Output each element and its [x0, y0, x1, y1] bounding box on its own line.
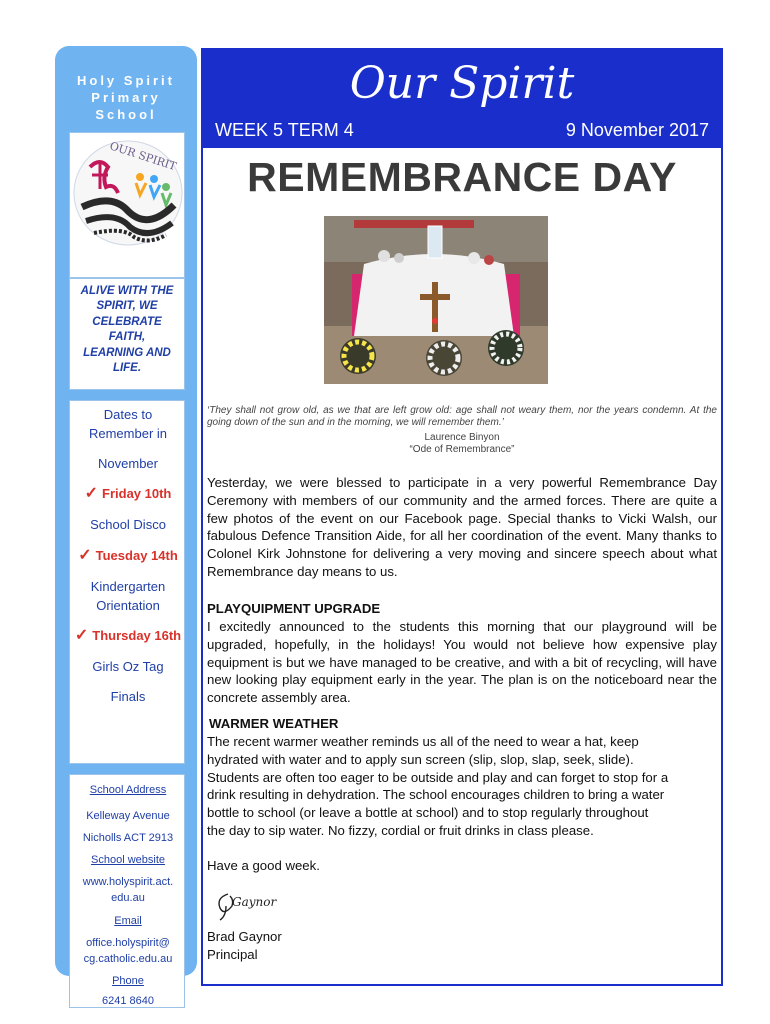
phone-number: 6241 8640 — [102, 995, 154, 1007]
paragraph-playquipment: I excitedly announced to the students this morning that our playground will be upgraded, hopefully, in the holidays! You would not believe how expensive play equipment is but we have managed to be creative, and with a bit of recycling, will have new looking play equipment early in the year. The plan is on the noticeboard near the concrete assembly area. — [207, 619, 717, 706]
motto-line: LIFE. — [112, 362, 142, 375]
school-name-line-1: Holy Spirit — [76, 73, 175, 88]
paragraph-line: the day to sip water. No fizzy, cordial or fruit drinks in class please. — [207, 822, 594, 838]
website-link[interactable]: edu.au — [111, 892, 145, 904]
event-description: Girls Oz Tag — [92, 659, 164, 674]
poem-quote: ‘They shall not grow old, as we that are left grow old: age shall not weary them, nor the years condemn. At the going down of the sun and in the morning, we will remember them.’ — [207, 405, 717, 428]
signature-text: Gaynor — [232, 895, 277, 909]
paragraph-line: drink resulting in dehydration. The school encourages children to bring a water — [207, 787, 665, 803]
paragraph-line: The recent warmer weather reminds us all of the need to wear a hat, keep — [207, 734, 639, 749]
motto-line: ALIVE WITH THE — [80, 285, 174, 297]
school-logo-graphic — [70, 133, 186, 279]
school-name — [55, 72, 197, 123]
contact-details — [69, 774, 185, 1008]
logo-text: OUR SPIRIT — [108, 139, 179, 174]
address-label: School Address — [89, 784, 167, 796]
paragraph-remembrance: Yesterday, we were blessed to participate in a very powerful Remembrance Day Ceremony with members of our community and the armed forces. There are quite a few photos of the event on our Facebook page. Special thanks to Vicki Walsh, our fabulous Defence Transition Aide, for all her coordination of the event. Many thanks to Colonel Kirk Johnstone for delivering a very moving and sincere speech about what Remembrance day means to us. — [207, 475, 717, 579]
paragraph-line: Students are often too eager to be outside and play and can forget to stop for a — [207, 769, 669, 785]
motto-line: FAITH, — [108, 331, 146, 344]
school-name-line-2: Primary — [91, 90, 161, 105]
event-date — [70, 484, 186, 503]
principal-name: Brad Gaynor — [207, 929, 282, 944]
event-description: Kindergarten — [90, 579, 166, 594]
paragraph-warmer-weather — [207, 733, 717, 840]
newsletter-week: WEEK 5 TERM 4 — [215, 120, 354, 140]
website-link[interactable]: www.holyspirit.act. — [82, 876, 174, 888]
motto-line: CELEBRATE — [92, 315, 162, 328]
check-icon: ✓ — [74, 627, 89, 644]
phone-label: Phone — [112, 975, 144, 987]
event-date — [70, 546, 186, 565]
poem-title: “Ode of Remembrance” — [409, 444, 515, 455]
email-link[interactable]: cg.catholic.edu.au — [83, 953, 173, 965]
dates-month: November — [98, 456, 158, 471]
newsletter-date: 9 November 2017 — [565, 120, 709, 140]
event-date — [70, 626, 186, 645]
dates-title-line-2: Remember in — [88, 426, 168, 441]
check-icon: ✓ — [84, 485, 99, 502]
school-logo — [69, 132, 185, 278]
email-label: Email — [114, 915, 142, 927]
school-motto — [69, 278, 185, 390]
website-label: School website — [91, 854, 165, 866]
address-line: Kelleway Avenue — [86, 810, 170, 822]
remembrance-photo — [324, 216, 548, 384]
paragraph-line: bottle to school (or leave a bottle at school) and to stop regularly throughout — [207, 805, 649, 821]
poem-author: Laurence Binyon — [424, 432, 500, 443]
sidebar — [55, 46, 197, 1007]
remembrance-photo-image — [324, 216, 548, 384]
motto-line: LEARNING AND — [83, 346, 171, 359]
event-day: Thursday 16th — [92, 628, 182, 643]
principal-title: Principal — [207, 947, 258, 962]
school-name-line-3: School — [95, 107, 157, 122]
event-description: Orientation — [96, 598, 160, 613]
newsletter-title: Our Spirit — [349, 58, 575, 109]
event-day: Tuesday 14th — [95, 548, 178, 563]
paragraph-line: hydrated with water and to apply sun screen (slip, slop, slap, seek, slide). — [207, 751, 634, 767]
event-description: Finals — [110, 689, 146, 704]
dates-title-line-1: Dates to — [103, 407, 153, 422]
article-headline: REMEMBRANCE DAY — [247, 154, 677, 200]
masthead — [201, 48, 723, 148]
email-link[interactable]: office.holyspirit@ — [86, 937, 170, 949]
motto-line: SPIRIT, WE — [96, 300, 158, 313]
event-day: Friday 10th — [102, 486, 172, 501]
dates-to-remember — [69, 400, 185, 764]
heading-playquipment: PLAYQUIPMENT UPGRADE — [207, 601, 381, 616]
address-line: Nicholls ACT 2913 — [82, 832, 174, 844]
heading-warmer-weather: WARMER WEATHER — [209, 716, 339, 731]
check-icon: ✓ — [78, 547, 92, 564]
principal-signature — [214, 888, 278, 922]
closing-line: Have a good week. — [207, 858, 320, 873]
event-description: School Disco — [90, 517, 166, 532]
